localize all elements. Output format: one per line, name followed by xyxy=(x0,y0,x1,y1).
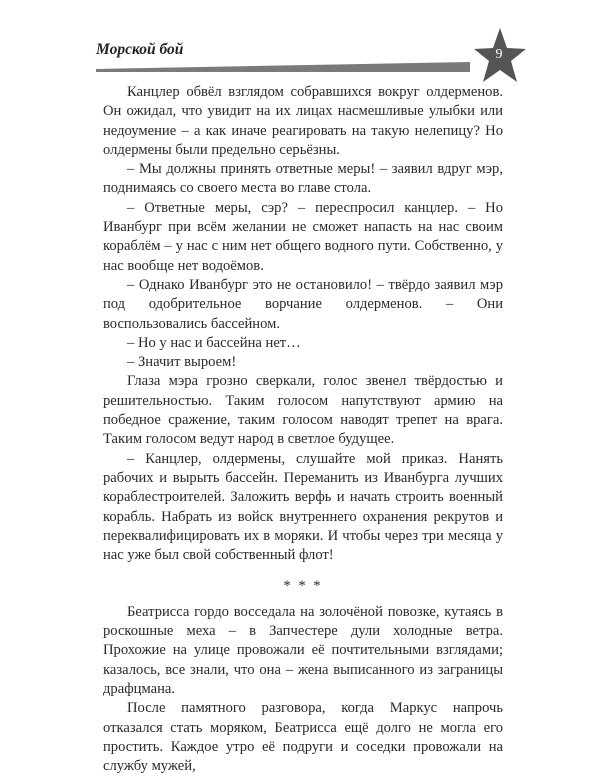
page-body xyxy=(103,83,503,776)
paragraph-2: – Мы должны принять ответные меры! – заявил вдруг мэр, поднимаясь со своего места во главе стола. xyxy=(103,161,503,197)
page-number: 9 xyxy=(495,47,503,62)
paragraph-4: – Однако Иванбург это не остановило! – твёрдо заявил мэр под одобрительное ворчание олдерменов. – Они воспользовались бассейном. xyxy=(103,276,503,332)
running-title: Морской бой xyxy=(96,41,184,58)
paragraph-5: – Но у нас и бассейна нет… xyxy=(127,334,301,351)
paragraph-6: – Значит выроем! xyxy=(127,354,237,371)
paragraph-9: Беатрисса гордо восседала на золочёной повозке, кутаясь в роскошные меха – в Запчестере дули холодные ветра. Прохожие на улице провожали её почтительными взглядами; казалось, все знали, что она – жена выписанного из заграницы драфцмана. xyxy=(103,603,503,697)
section-separator: * * * xyxy=(283,578,323,595)
paragraph-8: – Канцлер, олдермены, слушайте мой приказ. Нанять рабочих и вырыть бассейн. Переманить из Иванбурга лучших кораблестроителей. Заложить верфь и начать строить военный корабль. Набрать из войск внутреннего охранения рекрутов и переквалифицировать их в моряки. И чтобы через три месяца у нас уже был свой собственный флот! xyxy=(103,450,503,564)
header-rule xyxy=(96,62,470,72)
paragraph-7: Глаза мэра грозно сверкали, голос звенел твёрдостью и решительностью. Таким голосом напутствуют армию на победное сражение, таким голосом наводят трепет на врага. Таким голосом ведут народ в светлое будущее. xyxy=(103,373,503,448)
paragraph-10: После памятного разговора, когда Маркус напрочь отказался стать моряком, Беатрисса ещё долго не могла его простить. Каждое утро её подруги и соседки провожали на службу мужей, xyxy=(103,700,503,775)
paragraph-3: – Ответные меры, сэр? – переспросил канцлер. – Но Иванбург при всём желании не сможет напасть на нас своим кораблём – у нас с ним нет общего водного пути. Собственно, у нас вообще нет водоёмов. xyxy=(103,199,503,274)
paragraph-1: Канцлер обвёл взглядом собравшихся вокруг олдерменов. Он ожидал, что увидит на их лицах насмешливые улыбки или недоумение – а как иначе реагировать на такую нелепицу? Но олдермены были предельно серьёзны. xyxy=(103,84,503,158)
